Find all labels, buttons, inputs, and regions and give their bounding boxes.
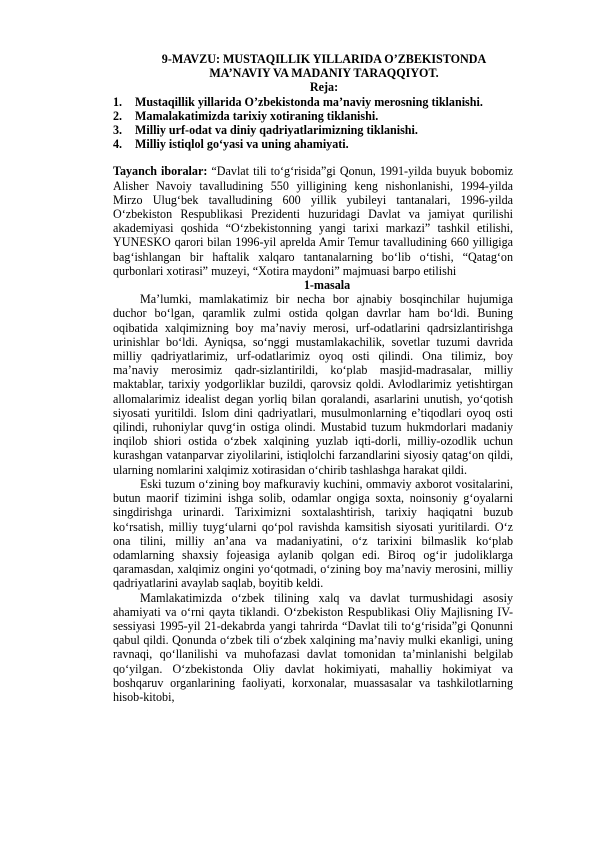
title-line-1: 9-MAVZU: MUSTAQILLIK YILLARIDA O’ZBEKISTONDA <box>161 52 487 66</box>
plan-item: 1. Mustaqillik yillarida O’zbekistonda ma’naviy merosning tiklanishi. <box>113 94 483 109</box>
title-line-2: MA’NAVIY VA MADANIY TARAQQIYOT. <box>209 66 439 81</box>
plan-heading: Reja: <box>309 80 339 95</box>
plan-item: 3. Milliy urf-odat va diniy qadriyatlarimizning tiklanishi. <box>113 123 418 138</box>
keywords-text: “Davlat tili to‘g‘risida”gi Qonun, 1991-yilda buyuk bobomiz Alisher Navoiy tavalludining 550 yilligining keng nishonlanishi, 1994-yilda Mirzo Ulug‘bek tavalludining 600 yillik yubileyi tantanalari, 1996-yilda O‘zbekiston Respublikasi Prezidenti huzuridagi Davlat va jamiyat qurilishi akademiyasi qoshida “O‘zbekistonning yangi tarixi markazi” tashkil etilishi, YUNESKO qarori bilan 1996-yil aprelda Amir Temur tavalludining 660 yilligiga bag‘ishlangan bir haftalik xalqaro tantanalarning bo‘lib o‘tishi, “Qatag‘on qurbonlari xotirasi” muzeyi, “Xotira maydoni” majmuasi barpo etilishi <box>113 164 513 278</box>
plan-item: 4. Milliy istiqlol go‘yasi va uning ahamiyati. <box>113 137 349 152</box>
keywords-paragraph <box>113 164 513 278</box>
plan-item: 2. Mamalakatimizda tarixiy xotiraning tiklanishi. <box>113 108 379 123</box>
body-paragraph: Mamlakatimizda o‘zbek tilining xalq va davlat turmushidagi asosiy ahamiyati va o‘rni qayta tiklandi. O‘zbekiston Respublikasi Oliy Majlisning IV-sessiyasi 1995-yil 21-dekabrda yangi tahrirda “Davlat tili to‘g‘risida”gi Qonunni qabul qildi. Qonunda o‘zbek tili o‘zbek xalqining ma’naviy mulki ekanligi, uning ravnaqi, qo‘llanilishi va muhofazasi davlat tomonidan ta’minlanishi belgilab qo‘yilgan. O‘zbekistonda Oliy davlat hokimiyati, mahalliy hokimiyat va boshqaruv organlarining faoliyati, korxonalar, muassasalar va tashkilotlarning hisob-kitobi, <box>113 590 513 704</box>
plan-list <box>113 95 513 152</box>
keywords-label: Tayanch iboralar: <box>113 164 208 179</box>
section-heading: 1-masala <box>303 278 351 293</box>
body-paragraph: Eski tuzum o‘zining boy mafkuraviy kuchini, ommaviy axborot vositalarini, butun maorif tizimini ishga solib, odamlar ongiga soxta, noinsoniy g‘oyalarni singdirishga urinardi. Tariximizni soxtalashtirish, tarixiy haqiqatni buzub ko‘rsatish, milliy tuyg‘ularni qo‘pol ravishda kamsitish siyosati yuritilardi. O‘z ona tilini, milliy an’ana va madaniyatini, o‘z tarixini bilmaslik ko‘plab odamlarning shaxsiy fojeasiga aylanib qolgan edi. Biroq og‘ir judoliklarga qaramasdan, xalqimiz ongini yo‘qotmadi, o‘zining boy ma’naviy merosini, milliy qadriyatlarini avaylab saqlab, boyitib keldi. <box>113 476 513 591</box>
body-paragraph: Ma’lumki, mamlakatimiz bir necha bor ajnabiy bosqinchilar hujumiga duchor bo‘lgan, qaramlik zulmi ostida qolgan davrlar ham bo‘ldi. Buning oqibatida xalqimizning boy ma’naviy merosi, urf-odatlarini qadrsizlantirishga urinishlar bo‘ldi. Ayniqsa, so‘nggi mustamlakachilik, sovetlar tuzumi davrida milliy qadriyatlarimiz, urf-odatlarimiz oyoq osti qilindi. Ona tilimiz, boy ma’naviy merosimiz qadr-sizlantirildi, ko‘plab masjid-madrasalar, milliy maktablar, tarixiy yodgorliklar buzildi, qarovsiz qoldi. Avlodlarimiz yetishtirgan allomalarimiz idealist degan yorliq bilan qoralandi, asarlarini unutish, yo‘qotish siyosati yuritildi. Islom dini qadriyatlari, musulmonlarning e’tiqodlari oyoq osti qilindi, ruhoniylar quvg‘in ostiga olindi. Mustabid tuzum hukmdorlari madaniy inqilob shiori ostida o‘zbek xalqining yuzlab iqti-dorli, milliy-ozodlik uchun kurashgan vatanparvar ziyolilarini, istiqlolchi farzandlarini siyosiy qatag‘on qildi, ularning nomlarini xalqimiz xotirasidan o‘chirib tashlashga harakat qildi. <box>113 292 513 477</box>
document-title <box>113 52 513 80</box>
